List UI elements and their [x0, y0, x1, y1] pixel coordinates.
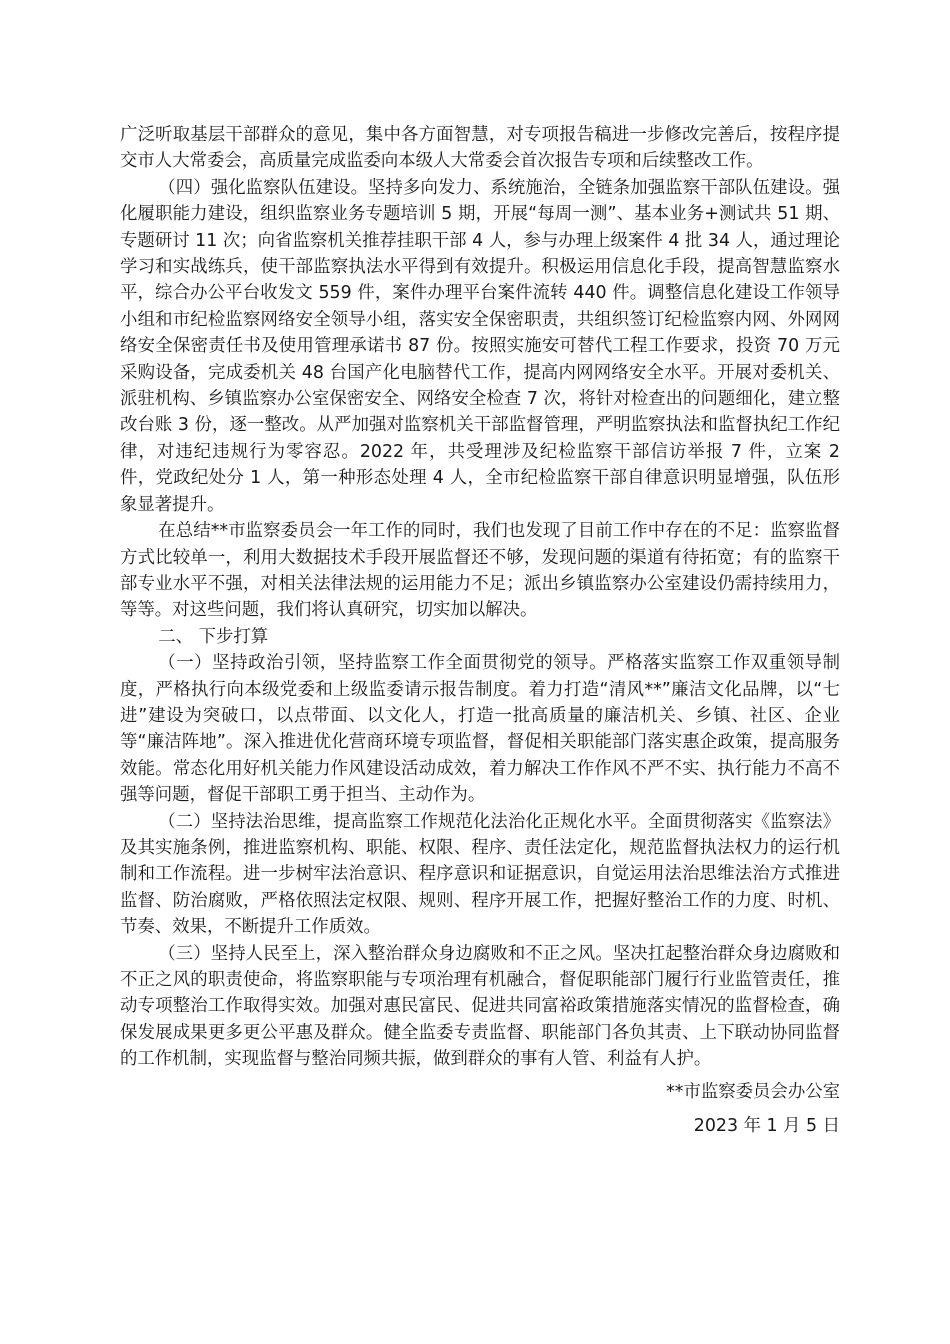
- document-page: [120, 122, 840, 1139]
- section-heading-next-steps: 二、 下步打算: [158, 626, 269, 647]
- paragraph-section-4: （四）强化监察队伍建设。坚持多向发力、系统施治，全链条加强监察干部队伍建设。强化履职能力建设，组织监察业务专题培训 5 期，开展“每周一测”、基本业务+测试共 51 期、专题研讨 11 次；向省监察机关推荐挂职干部 4 人，参与办理上级案件 4 批 34 人，通过理论学习和实战练兵，使干部监察执法水平得到有效提升。积极运用信息化手段，提高智慧监察水平，综合办公平台收发文 559 件，案件办理平台案件流转 440 件。调整信息化建设工作领导小组和市纪检监察网络安全领导小组，落实安全保密职责，共组织签订纪检监察内网、外网网络安全保密责任书及使用管理承诺书 87 份。按照实施安可替代工程工作要求，投资 70 万元采购设备，完成委机关 48 台国产化电脑替代工作，提高内网网络安全水平。开展对委机关、派驻机构、乡镇监察办公室保密安全、网络安全检查 7 次，将针对检查出的问题细化，建立整改台账 3 份，逐一整改。从严加强对监察机关干部监督管理，严明监察执法和监督执纪工作纪律，对违纪违规行为零容忍。2022 年，共受理涉及纪检监察干部信访举报 7 件，立案 2 件，党政纪处分 1 人，第一种形态处理 4 人，全市纪检监察干部自律意识明显增强，队伍形象显著提升。: [120, 177, 840, 515]
- paragraph-continuation: 广泛听取基层干部群众的意见，集中各方面智慧，对专项报告稿进一步修改完善后，按程序提交市人大常委会，高质量完成监委向本级人大常委会首次报告专项和后续整改工作。: [120, 125, 840, 172]
- paragraph-plan-3: （三）坚持人民至上，深入整治群众身边腐败和不正之风。坚决扛起整治群众身边腐败和不正之风的职责使命，将监察职能与专项治理有机融合，督促职能部门履行行业监管责任，推动专项整治工作取得实效。加强对惠民富民、促进共同富裕政策措施落实情况的监督检查，确保发展成果更多更公平惠及群众。健全监委专责监督、职能部门各负其责、上下联动协同监督的工作机制，实现监督与整治同频共振，做到群众的事有人管、利益有人护。: [120, 943, 840, 1070]
- paragraph-plan-2: （二）坚持法治思维，提高监察工作规范化法治化正规化水平。全面贯彻落实《监察法》及其实施条例，推进监察机构、职能、权限、程序、责任法定化，规范监督执法权力的运行机制和工作流程。进一步树牢法治意识、程序意识和证据意识，自觉运用法治思维法治方式推进监督、防治腐败，严格依照法定权限、规则、程序开展工作，把握好整治工作的力度、时机、节奏、效果，不断提升工作质效。: [120, 811, 840, 938]
- paragraph-shortcomings: 在总结**市监察委员会一年工作的同时，我们也发现了目前工作中存在的不足：监察监督方式比较单一，利用大数据技术手段开展监督还不够，发现问题的渠道有待拓宽；有的监察干部专业水平不强，对相关法律法规的运用能力不足；派出乡镇监察办公室建设仍需持续用力，等等。对这些问题，我们将认真研究，切实加以解决。: [120, 521, 840, 621]
- paragraph-plan-1: （一）坚持政治引领，坚持监察工作全面贯彻党的领导。严格落实监察工作双重领导制度，严格执行向本级党委和上级监委请示报告制度。着力打造“清风**”廉洁文化品牌，以“七进”建设为突破口，以点带面、以文化人，打造一批高质量的廉洁机关、乡镇、社区、企业等“廉洁阵地”。深入推进优化营商环境专项监督，督促相关职能部门落实惠企政策，提高服务效能。常态化用好机关能力作风建设活动成效，着力解决工作作风不严不实、执行能力不高不强等问题，督促干部职工勇于担当、主动作为。: [120, 653, 840, 806]
- signature-organization: **市监察委员会办公室: [666, 1081, 840, 1102]
- signature-date: 2023 年 1 月 5 日: [693, 1116, 840, 1137]
